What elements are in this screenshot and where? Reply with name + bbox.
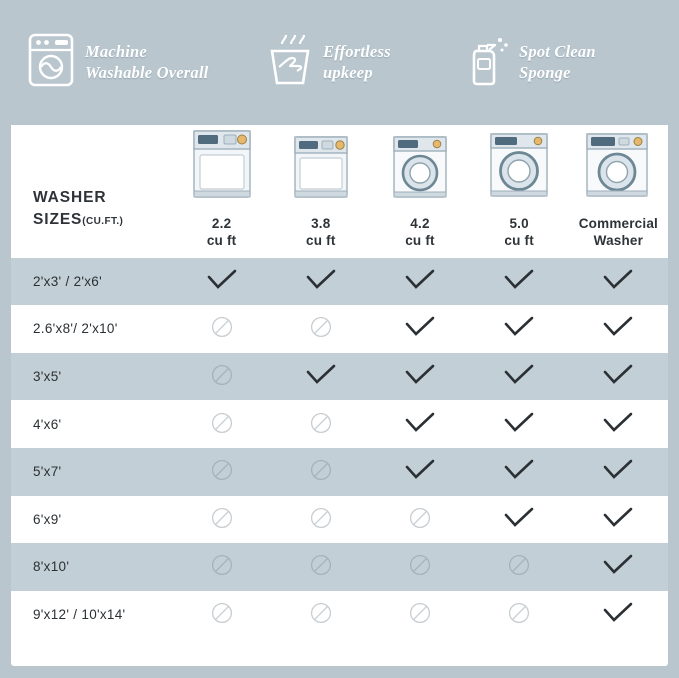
feature-strip: [0, 0, 679, 125]
row-header-line2: [33, 209, 172, 231]
top-load-washer-icon: [26, 31, 76, 94]
cell-yes: [569, 448, 668, 496]
column-header-label: [306, 215, 336, 250]
not-allowed-icon: [508, 602, 530, 627]
commercial-washer-icon: [581, 127, 655, 208]
cell-yes: [172, 258, 271, 306]
row-header-line2-text: SIZES: [33, 211, 83, 229]
check-icon: [603, 602, 633, 627]
not-allowed-icon: [211, 412, 233, 437]
cell-yes: [569, 591, 668, 639]
cell-yes: [370, 353, 469, 401]
check-icon: [603, 364, 633, 389]
column-header-label-line1: 4.2: [410, 216, 430, 231]
check-icon: [504, 269, 534, 294]
table-row: [11, 448, 668, 496]
table-row: [11, 400, 668, 448]
cell-yes: [569, 305, 668, 353]
check-icon: [405, 412, 435, 437]
check-icon: [405, 459, 435, 484]
cell-no: [271, 400, 370, 448]
column-header-washer-1: [172, 125, 271, 258]
row-label: 6'x9': [11, 496, 172, 544]
column-header-label-line2: cu ft: [306, 233, 336, 249]
column-header-label-line2: cu ft: [206, 233, 237, 249]
check-icon: [504, 412, 534, 437]
row-label: 2.6'x8'/ 2'x10': [11, 305, 172, 353]
feature-label-line1: Effortless: [323, 42, 391, 62]
not-allowed-icon: [211, 602, 233, 627]
column-header-label: [579, 215, 658, 250]
cell-no: [172, 305, 271, 353]
column-header-washer-3: [370, 125, 469, 258]
not-allowed-icon: [310, 507, 332, 532]
check-icon: [603, 269, 633, 294]
column-header-washer-2: [271, 125, 370, 258]
column-header-label-line1: 3.8: [311, 216, 331, 231]
check-icon: [603, 554, 633, 579]
top-load-washer-icon: [186, 125, 258, 208]
cell-no: [370, 496, 469, 544]
table-row: [11, 305, 668, 353]
cell-yes: [370, 400, 469, 448]
check-icon: [405, 364, 435, 389]
column-header-label-line2: cu ft: [504, 233, 534, 249]
table-body: [11, 258, 668, 639]
not-allowed-icon: [310, 602, 332, 627]
table-row: [11, 591, 668, 639]
not-allowed-icon: [310, 459, 332, 484]
front-load-washer-icon: [387, 129, 453, 208]
cell-no: [172, 591, 271, 639]
column-header-label-line1: 2.2: [211, 216, 232, 231]
feature-label-line2: Washable Overall: [85, 62, 209, 82]
table-row-header-title: [11, 125, 172, 258]
cell-yes: [370, 258, 469, 306]
column-header-washer-5: [569, 125, 668, 258]
hand-wash-icon: [266, 31, 314, 94]
check-icon: [603, 507, 633, 532]
check-icon: [504, 364, 534, 389]
cell-yes: [470, 305, 569, 353]
spray-bottle-icon: [462, 31, 510, 94]
cell-no: [271, 543, 370, 591]
washer-size-table: [11, 125, 668, 638]
row-label: 5'x7': [11, 448, 172, 496]
check-icon: [504, 507, 534, 532]
cell-yes: [271, 258, 370, 306]
top-load-washer-icon: [288, 129, 354, 208]
table-header: [11, 125, 668, 258]
cell-yes: [569, 400, 668, 448]
check-icon: [207, 269, 237, 294]
not-allowed-icon: [508, 554, 530, 579]
not-allowed-icon: [409, 554, 431, 579]
row-header-units: (CU.FT.): [82, 216, 124, 228]
feature-label-line1: Spot Clean: [519, 42, 596, 62]
table-row: [11, 496, 668, 544]
cell-yes: [569, 353, 668, 401]
cell-no: [470, 543, 569, 591]
cell-no: [370, 543, 469, 591]
cell-yes: [470, 400, 569, 448]
cell-no: [172, 400, 271, 448]
cell-no: [271, 305, 370, 353]
row-label: 4'x6': [11, 400, 172, 448]
check-icon: [603, 459, 633, 484]
cell-no: [370, 591, 469, 639]
cell-no: [172, 353, 271, 401]
feature-label: [323, 42, 391, 83]
not-allowed-icon: [211, 459, 233, 484]
check-icon: [306, 364, 336, 389]
check-icon: [306, 269, 336, 294]
row-header-line1: WASHER: [33, 188, 107, 206]
row-label: 2'x3' / 2'x6': [11, 258, 172, 306]
check-icon: [405, 269, 435, 294]
cell-yes: [370, 448, 469, 496]
column-header-label-line1: Commercial: [578, 216, 659, 231]
cell-yes: [470, 448, 569, 496]
table-row: [11, 353, 668, 401]
feature-label: [519, 42, 596, 83]
cell-yes: [569, 543, 668, 591]
cell-no: [172, 543, 271, 591]
cell-yes: [470, 353, 569, 401]
check-icon: [504, 459, 534, 484]
column-header-washer-4: [470, 125, 569, 258]
not-allowed-icon: [310, 316, 332, 341]
column-header-label-line2: Washer: [593, 233, 644, 249]
column-header-label-line1: 5.0: [509, 216, 529, 231]
front-load-washer-icon: [484, 127, 554, 208]
cell-no: [271, 448, 370, 496]
table-row: [11, 543, 668, 591]
not-allowed-icon: [211, 554, 233, 579]
column-header-label: [504, 215, 534, 250]
cell-yes: [569, 258, 668, 306]
feature-label-line2: Sponge: [519, 62, 571, 82]
feature-machine-washable: [0, 31, 254, 94]
cell-yes: [569, 496, 668, 544]
not-allowed-icon: [211, 507, 233, 532]
cell-yes: [271, 353, 370, 401]
column-header-label: [405, 215, 435, 250]
column-header-label-line2: cu ft: [405, 233, 435, 249]
cell-no: [172, 496, 271, 544]
cell-yes: [470, 258, 569, 306]
row-label: 8'x10': [11, 543, 172, 591]
column-header-label: [207, 215, 237, 250]
feature-effortless-upkeep: [254, 31, 454, 94]
check-icon: [504, 316, 534, 341]
check-icon: [603, 316, 633, 341]
cell-yes: [470, 496, 569, 544]
cell-no: [172, 448, 271, 496]
feature-label-line1: Machine: [85, 42, 147, 62]
cell-no: [271, 496, 370, 544]
check-icon: [603, 412, 633, 437]
washer-size-card: [11, 125, 668, 666]
feature-label: [85, 42, 208, 83]
feature-spot-clean-sponge: [454, 31, 679, 94]
not-allowed-icon: [310, 554, 332, 579]
feature-label-line2: upkeep: [323, 62, 373, 82]
table-row: [11, 258, 668, 306]
not-allowed-icon: [310, 412, 332, 437]
cell-no: [470, 591, 569, 639]
check-icon: [405, 316, 435, 341]
cell-yes: [370, 305, 469, 353]
not-allowed-icon: [211, 316, 233, 341]
not-allowed-icon: [409, 602, 431, 627]
row-label: 9'x12' / 10'x14': [11, 591, 172, 639]
not-allowed-icon: [211, 364, 233, 389]
not-allowed-icon: [409, 507, 431, 532]
row-label: 3'x5': [11, 353, 172, 401]
cell-no: [271, 591, 370, 639]
